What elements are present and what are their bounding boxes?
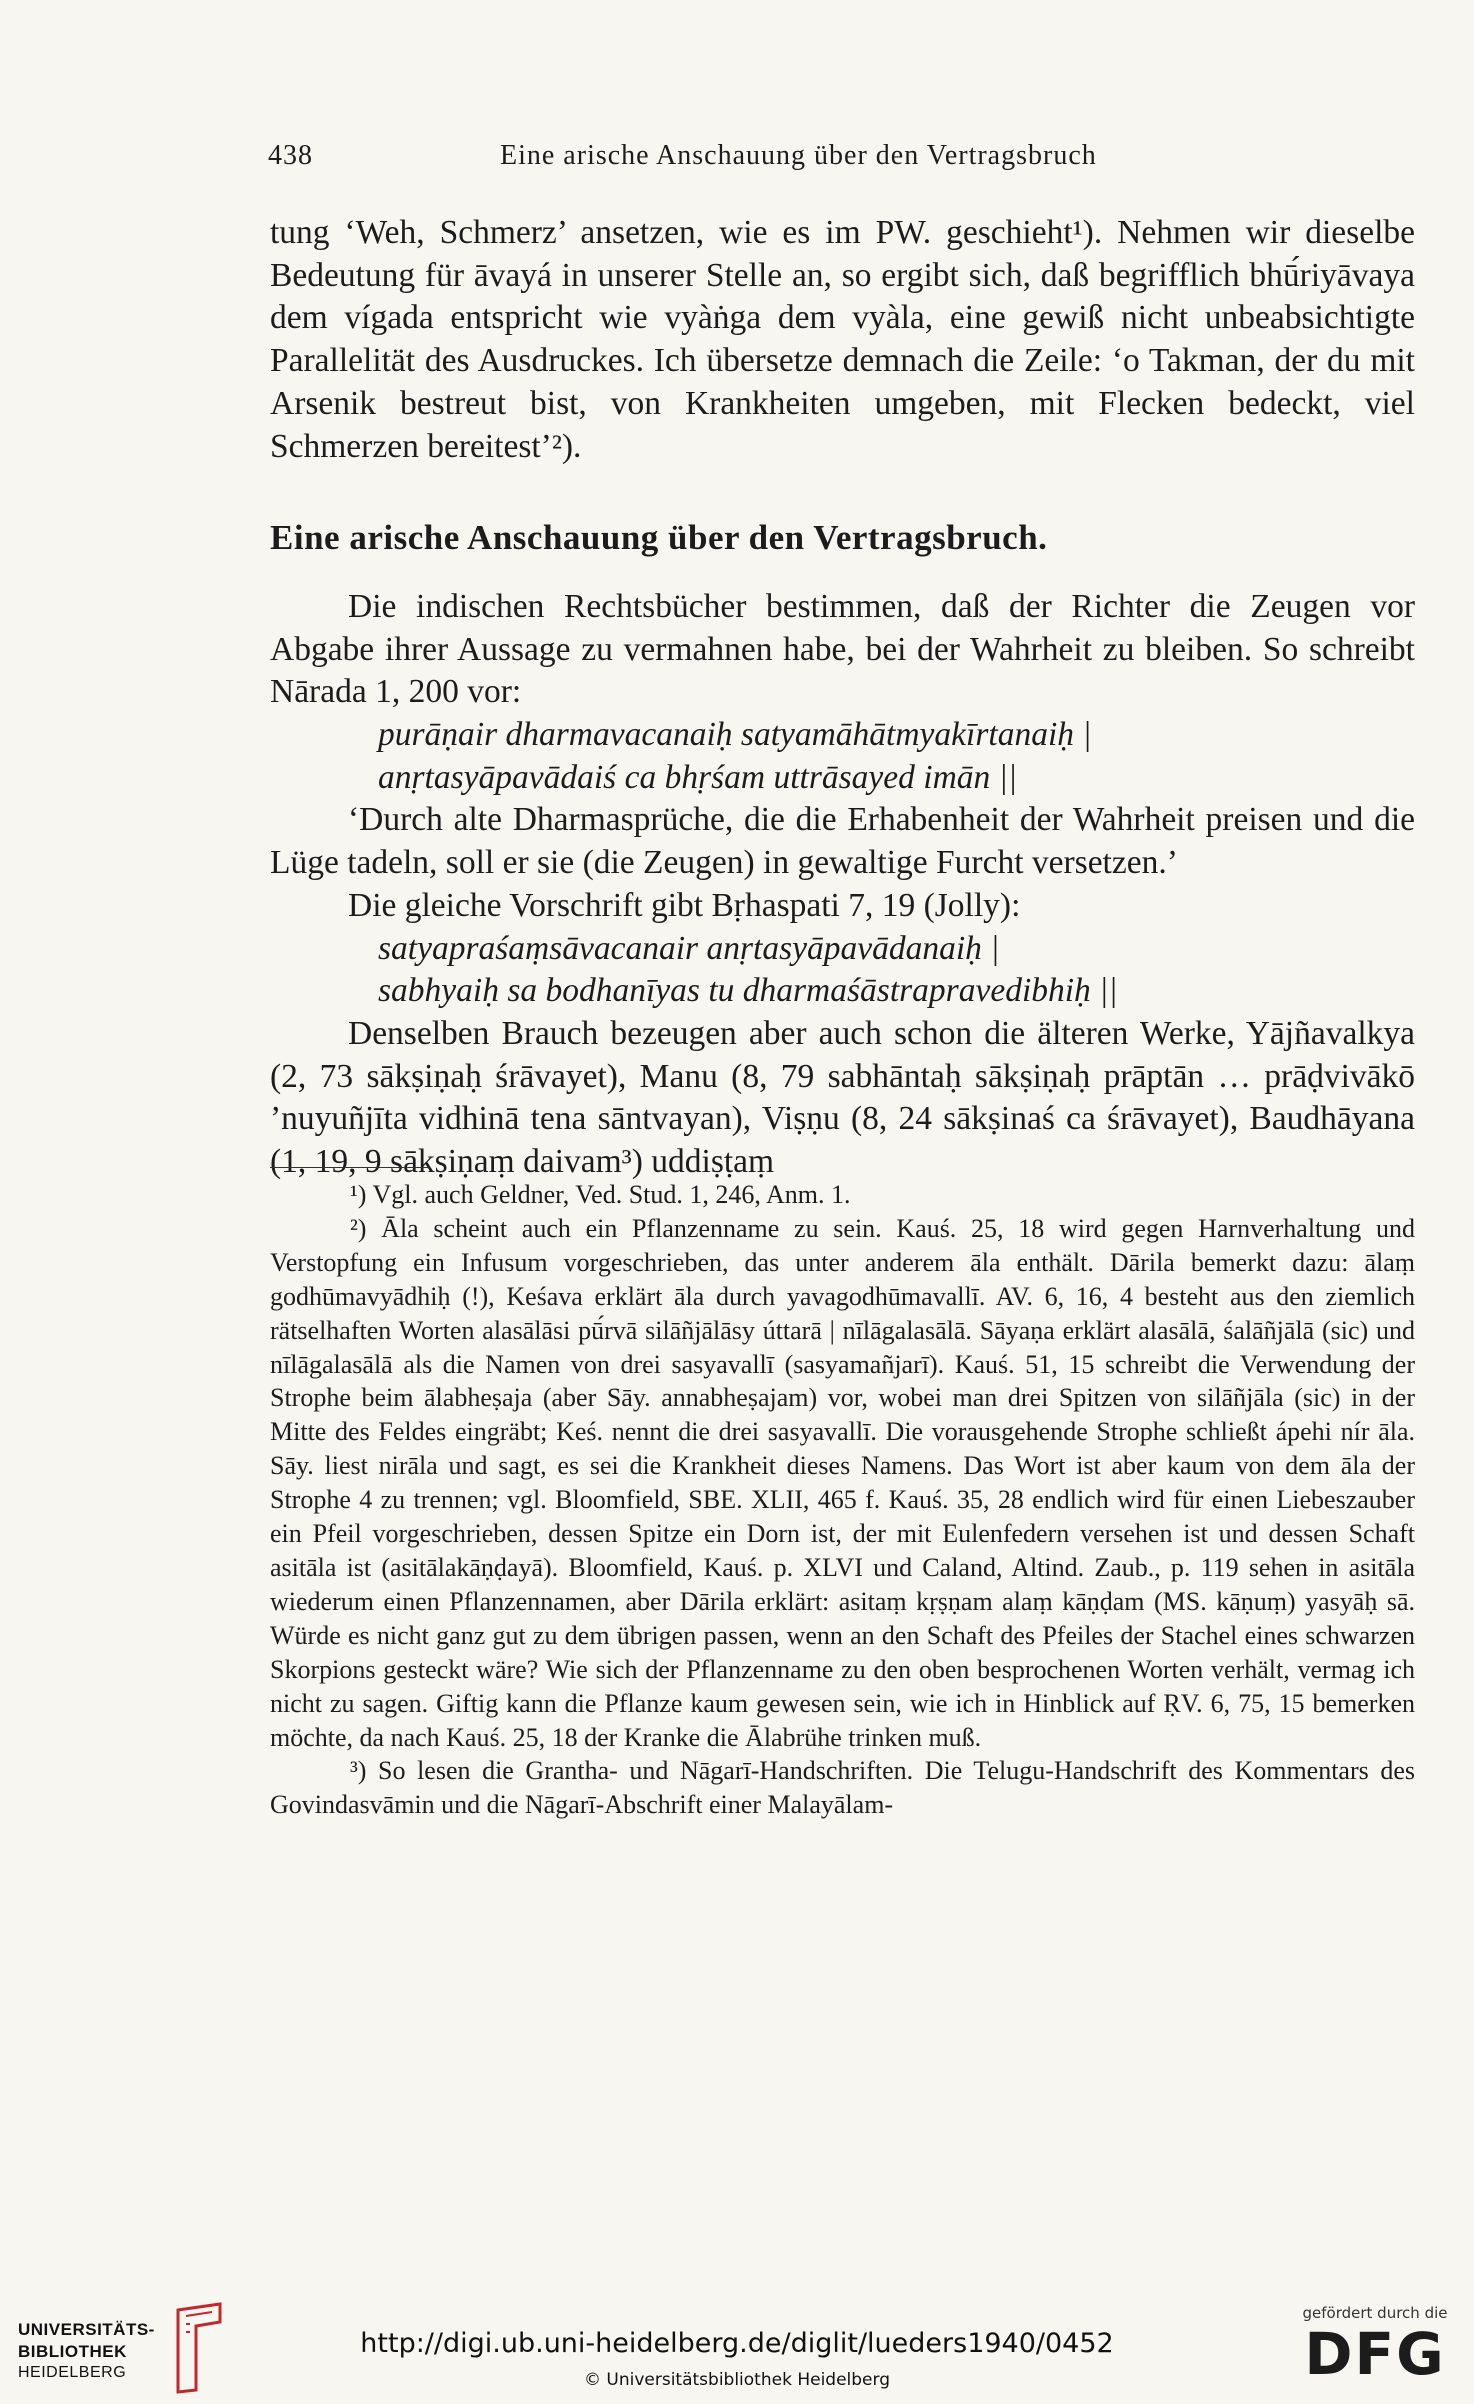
funded-by-label: gefördert durch die (1302, 2304, 1448, 2322)
dfg-logo (1290, 2294, 1460, 2394)
paragraph-continuation: tung ‘Weh, Schmerz’ ansetzen, wie es im PW. geschieht¹). Nehmen wir dieselbe Bedeutung für āvayá in unserer Stelle an, so ergibt sich, daß begrifflich bhū́riyāvaya dem vígada entspricht wie vyàṅga dem vyàla, eine gewiß nicht unbeabsichtigte Parallelität des Ausdruckes. Ich übersetze demnach die Zeile: ‘o Takman, der du mit Arsenik bestreut bist, von Krankheiten umgeben, mit Flecken bedeckt, viel Schmerzen bereitest’²). (270, 214, 1415, 465)
paragraph-intro: Die indischen Rechtsbücher bestimmen, daß der Richter die Zeugen vor Abgabe ihrer Aussage zu vermahnen habe, bei der Wahrheit zu bleiben. So schreibt Nārada 1, 200 vor: (270, 587, 1415, 711)
digitization-footer (0, 2288, 1474, 2404)
verse-1-line-2: anṛtasyāpavādaiś ca bhṛśam uttrāsayed imān || (378, 758, 1018, 796)
section-heading: Eine arische Anschauung über den Vertragsbruch. (270, 518, 1048, 558)
page-number: 438 (268, 140, 313, 171)
logo-line-2: BIBLIOTHEK (18, 2342, 127, 2361)
footnote-divider (270, 1167, 430, 1168)
running-title: Eine arische Anschauung über den Vertragsbruch (500, 140, 1097, 171)
paragraph-translation: ‘Durch alte Dharmasprüche, die die Erhabenheit der Wahrheit preisen und die Lüge tadeln, soll er sie (die Zeugen) in gewaltige Furcht versetzen.’ (270, 801, 1415, 882)
footnote-1: ¹) Vgl. auch Geldner, Ved. Stud. 1, 246, Anm. 1. (350, 1180, 851, 1209)
footnote-3: ³) So lesen die Grantha- und Nāgarī-Handschriften. Die Telugu-Handschrift des Kommentars des Govindasvāmin und die Nāgarī-Abschrift einer Malayālam- (270, 1756, 1415, 1820)
footnotes (270, 1178, 1415, 1822)
logo-line-3: HEIDELBERG (18, 2364, 127, 2381)
verse-2-line-2: sabhyaiḥ sa bodhanīyas tu dharmaśāstrapravedibhiḥ || (378, 972, 1118, 1010)
logo-line-1: UNIVERSITÄTS- (18, 2320, 155, 2339)
footnote-2: ²) Āla scheint auch ein Pflanzenname zu sein. Kauś. 25, 18 wird gegen Harnverhaltung und Verstopfung ein Infusum vorgeschrieben, das unter anderem āla enthält. Dārila bemerkt dazu: ālaṃ godhūmavyādhiḥ (!), Keśava erklärt āla durch yavagodhūmavallī. AV. 6, 16, 4 besteht aus den ziemlich rätselhaften Worten alasālāsi pū́rvā silāñjālāsy úttarā | nīlāgalasālā. Sāyaṇa erklärt alasālā, śalāñjālā (sic) und nīlāgalasālā als die Namen von drei sasyavallī (sasyamañjarī). Kauś. 51, 15 schreibt die Verwendung der Strophe beim ālabheṣaja (aber Sāy. annabheṣajam) vor, wobei man drei Spitzen von silāñjāla (sic) in der Mitte des Feldes eingräbt; Keś. nennt die drei sasyavallī. Die vorausgehende Strophe schließt ápehi nír āla. Sāy. liest nirāla und sagt, es sei die Krankheit dieses Namens. Das Wort ist aber kaum von dem āla der Strophe 4 zu trennen; vgl. Bloomfield, SBE. XLII, 465 f. Kauś. 35, 28 endlich wird für einen Liebeszauber ein Pfeil vorgeschrieben, dessen Spitze ein Dorn ist, der mit Eulenfedern versehen ist und dessen Schaft asitāla ist (asitālakāṇḍayā). Bloomfield, Kauś. p. XLVI und Caland, Altind. Zaub., p. 119 sehen in asitāla wiederum einen Pflanzennamen, aber Dārila erklärt: asitaṃ kṛṣṇam alaṃ kāṇḍam (MS. kāṇuṃ) yasyāḥ sā. Würde es nicht ganz gut zu dem übrigen passen, wenn an den Schaft des Pfeiles der Stachel eines schwarzen Skorpions gesteckt wäre? Wie sich der Pflanzenname zu den oben besprochenen Worten verhält, vermag ich nicht zu sagen. Giftig kann die Pflanze kaum gewesen sein, wie ich in Hinblick auf ṚV. 6, 75, 15 bemerken möchte, da nach Kauś. 25, 18 der Kranke die Ālabrühe trinken muß. (270, 1213, 1415, 1752)
paragraph-brhaspati: Die gleiche Vorschrift gibt Bṛhaspati 7, 19 (Jolly): (348, 886, 1021, 924)
verse-2-line-1: satyapraśaṃsāvacanair anṛtasyāpavādanaiḥ | (378, 929, 1000, 967)
dfg-wordmark: DFG (1304, 2320, 1446, 2388)
copyright-notice: © Universitätsbibliothek Heidelberg (583, 2370, 890, 2390)
paragraph-older-works: Denselben Brauch bezeugen aber auch schon die älteren Werke, Yājñavalkya (2, 73 sākṣiṇaḥ śrāvayet), Manu (8, 79 sabhāntaḥ sākṣiṇaḥ prāptān … prāḍvivākō ’nuyuñjīta vidhinā tena sāntvayan), Viṣṇu (8, 24 sākṣinaś ca śrāvayet), Baudhāyana (1, 19, 9 sākṣiṇaṃ daivam³) uddiṣṭaṃ (270, 1014, 1415, 1181)
main-text (270, 212, 1415, 1184)
permalink-url[interactable]: http://digi.ub.uni-heidelberg.de/diglit/lueders1940/0452 (360, 2328, 1114, 2359)
verse-1-line-1: purāṇair dharmavacanaiḥ satyamāhātmyakīrtanaiḥ | (378, 716, 1092, 754)
